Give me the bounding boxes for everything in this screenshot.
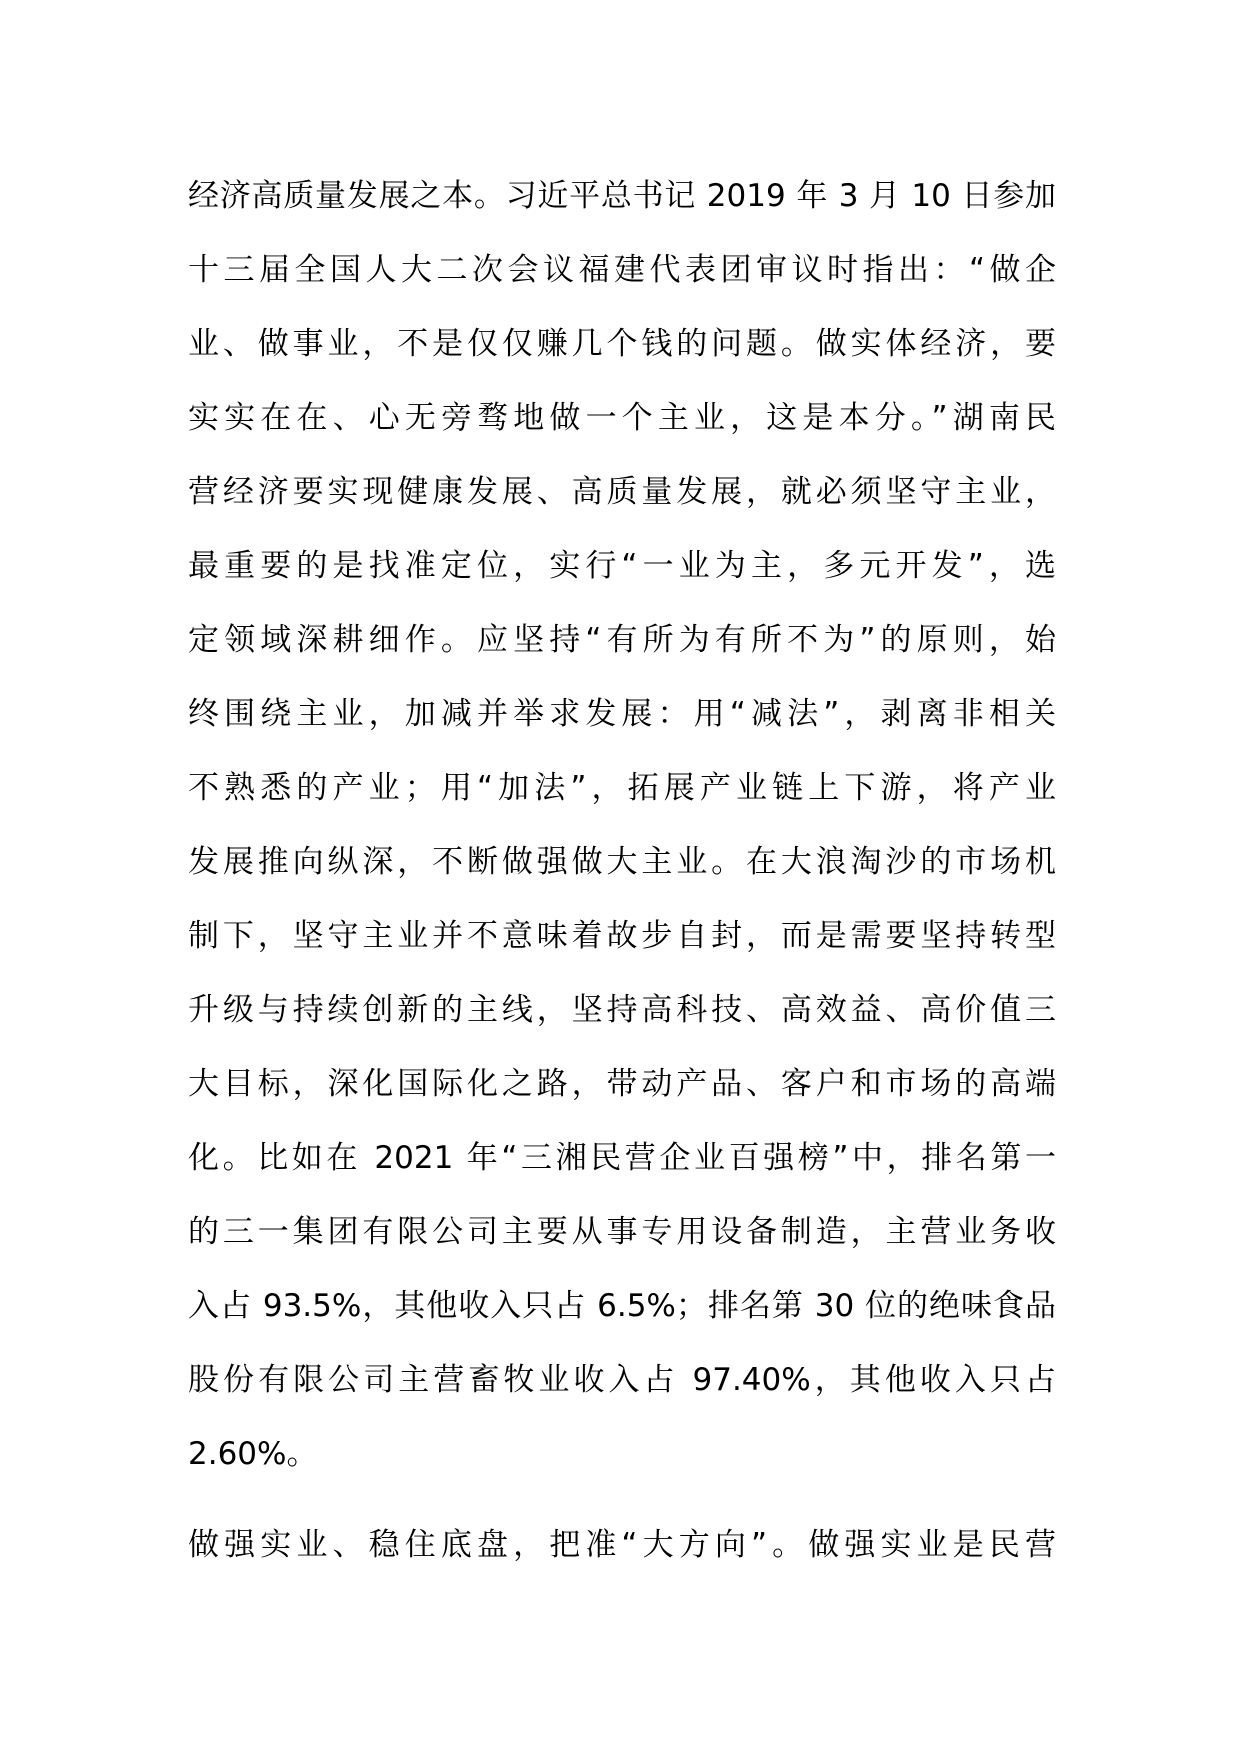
paragraph-line: 的三一集团有限公司主要从事专用设备制造，主营业务收 [188, 1214, 1056, 1250]
paragraph-line: 经济高质量发展之本。习近平总书记 2019 年 3 月 10 日参加 [188, 178, 1056, 214]
paragraph-line: 化。比如在 2021 年“三湘民营企业百强榜”中，排名第一 [188, 1140, 1056, 1176]
paragraph-2 [188, 1508, 1056, 1582]
paragraph-line: 定领域深耕细作。应坚持“有所为有所不为”的原则，始 [188, 622, 1056, 658]
paragraph-line: 不熟悉的产业；用“加法”，拓展产业链上下游，将产业 [188, 770, 1056, 806]
paragraph-line: 入占 93.5%，其他收入只占 6.5%；排名第 30 位的绝味食品 [188, 1288, 1056, 1324]
paragraph-line: 业、做事业，不是仅仅赚几个钱的问题。做实体经济，要 [188, 326, 1056, 362]
paragraph-line: 2.60%。 [188, 1436, 318, 1472]
paragraph-line: 十三届全国人大二次会议福建代表团审议时指出：“做企 [188, 252, 1056, 288]
paragraph-1 [188, 159, 1056, 1491]
paragraph-line: 升级与持续创新的主线，坚持高科技、高效益、高价值三 [188, 992, 1056, 1028]
paragraph-line: 大目标，深化国际化之路，带动产品、客户和市场的高端 [188, 1066, 1056, 1102]
paragraph-line: 做强实业、稳住底盘，把准“大方向”。做强实业是民营 [188, 1527, 1056, 1563]
paragraph-line: 终围绕主业，加减并举求发展：用“减法”，剥离非相关 [188, 696, 1056, 732]
paragraph-line: 最重要的是找准定位，实行“一业为主，多元开发”，选 [188, 548, 1056, 584]
paragraph-line: 营经济要实现健康发展、高质量发展，就必须坚守主业， [188, 474, 1056, 510]
paragraph-line: 实实在在、心无旁骛地做一个主业，这是本分。”湖南民 [188, 400, 1056, 436]
paragraph-line: 制下，坚守主业并不意味着故步自封，而是需要坚持转型 [188, 918, 1056, 954]
paragraph-line: 股份有限公司主营畜牧业收入占 97.40%，其他收入只占 [188, 1362, 1056, 1398]
paragraph-line: 发展推向纵深，不断做强做大主业。在大浪淘沙的市场机 [188, 844, 1056, 880]
